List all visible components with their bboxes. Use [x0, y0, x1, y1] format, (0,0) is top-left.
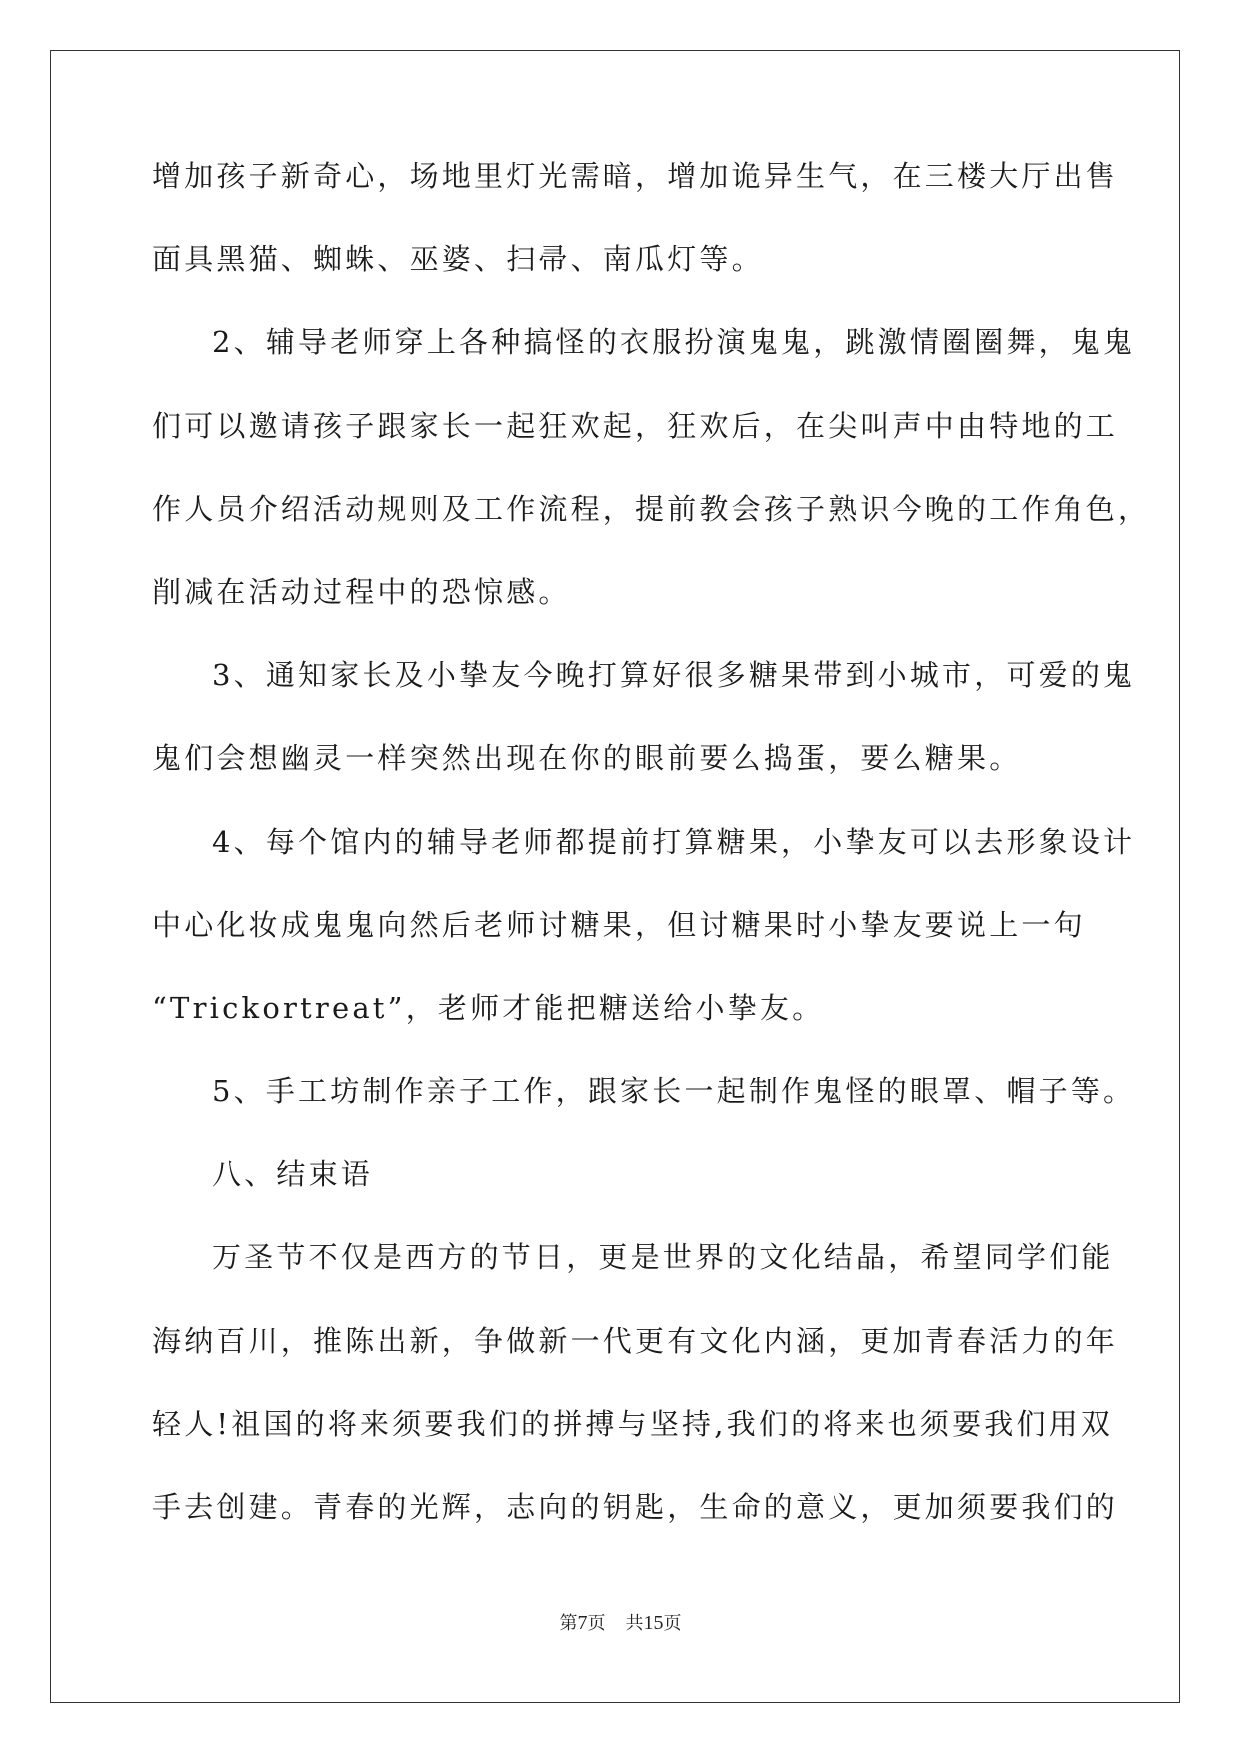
paragraph-start-line: 2、辅导老师穿上各种搞怪的衣服扮演鬼鬼，跳激情圈圈舞，鬼鬼: [212, 325, 1136, 360]
text-line: 作人员介绍活动规则及工作流程，提前教会孩子熟识今晚的工作角色，: [152, 491, 1151, 526]
total-suffix: 页: [663, 1613, 682, 1634]
text-line: 们可以邀请孩子跟家长一起狂欢起，狂欢后，在尖叫声中由特地的工: [152, 408, 1119, 443]
text-line: 手去创建。青春的光辉，志向的钥匙，生命的意义，更加须要我们的: [152, 1490, 1119, 1524]
section-heading: 八、结束语: [212, 1157, 374, 1192]
document-body: [152, 159, 1151, 1574]
paragraph-start-line: 5、手工坊制作亲子工作，跟家长一起制作鬼怪的眼罩、帽子等。: [212, 1074, 1136, 1109]
page-suffix: 页: [587, 1613, 606, 1634]
page-number: 7: [577, 1612, 588, 1634]
text-line: 削减在活动过程中的恐惊感。: [152, 574, 571, 609]
total-pages: 15: [643, 1612, 664, 1634]
paragraph-start-line: 3、通知家长及小挚友今晚打算好很多糖果带到小城市，可爱的鬼: [212, 658, 1136, 693]
text-line: 海纳百川，推陈出新，争做新一代更有文化内涵，更加青春活力的年: [152, 1323, 1119, 1358]
page-footer: [0, 1612, 1241, 1635]
paragraph-start-line: 万圣节不仅是西方的节日，更是世界的文化结晶，希望同学们能: [212, 1240, 1114, 1275]
text-line: 增加孩子新奇心，场地里灯光需暗，增加诡异生气，在三楼大厅出售: [152, 159, 1119, 193]
text-line: “Trickortreat”，老师才能把糖送给小挚友。: [152, 990, 825, 1025]
text-line: 中心化妆成鬼鬼向然后老师讨糖果，但讨糖果时小挚友要说上一句: [152, 907, 1086, 942]
text-line: 轻人!祖国的将来须要我们的拼搏与坚持,我们的将来也须要我们用双: [152, 1406, 1114, 1441]
text-line: 鬼们会想幽灵一样突然出现在你的眼前要么捣蛋，要么糖果。: [152, 741, 1022, 776]
paragraph-start-line: 4、每个馆内的辅导老师都提前打算糖果，小挚友可以去形象设计: [212, 824, 1136, 859]
total-prefix: 共: [625, 1613, 644, 1634]
page-prefix: 第: [559, 1613, 578, 1634]
text-line: 面具黑猫、蜘蛛、巫婆、扫帚、南瓜灯等。: [152, 242, 764, 277]
